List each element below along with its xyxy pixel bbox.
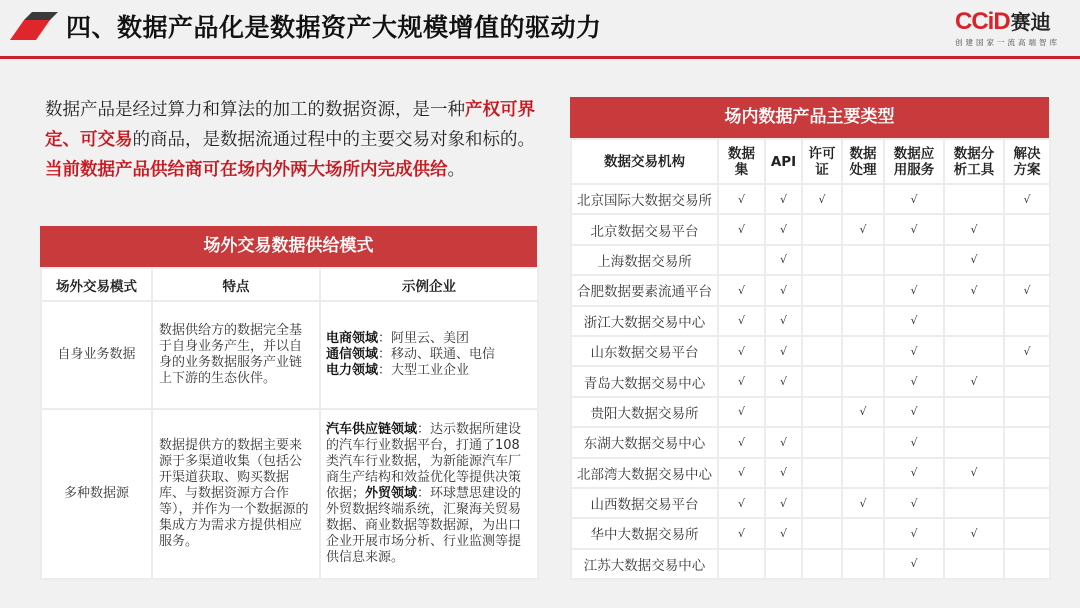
otc-table-header-row — [41, 268, 538, 301]
empty-cell — [944, 336, 1004, 366]
empty-cell — [842, 518, 884, 548]
table-row — [41, 409, 538, 579]
empty-cell — [944, 427, 1004, 457]
empty-cell — [842, 458, 884, 488]
empty-cell — [802, 427, 842, 457]
table-row — [571, 275, 1050, 305]
feature-cell: 数据提供方的数据主要来源于多渠道收集（包括公开渠道获取、购买数据库、与数据资源方合作等），并作为一个数据源的集成方为需求方提供相应服务。 — [152, 409, 320, 579]
empty-cell — [1004, 245, 1050, 275]
org-cell: 贵阳大数据交易所 — [571, 397, 718, 427]
check-mark-icon: √ — [718, 184, 765, 214]
check-mark-icon: √ — [884, 518, 944, 548]
check-mark-icon: √ — [718, 336, 765, 366]
empty-cell — [842, 549, 884, 579]
table-row — [571, 397, 1050, 427]
check-mark-icon: √ — [884, 397, 944, 427]
otc-supply-mode-table — [40, 226, 537, 580]
page-title: 四、数据产品化是数据资产大规模增值的驱动力 — [66, 13, 602, 42]
org-cell: 北京数据交易平台 — [571, 214, 718, 244]
check-mark-icon: √ — [765, 366, 802, 396]
check-mark-icon: √ — [718, 306, 765, 336]
logo-brand-cn: 赛迪 — [1010, 10, 1051, 34]
org-cell: 东湖大数据交易中心 — [571, 427, 718, 457]
check-mark-icon: √ — [842, 397, 884, 427]
header-line: 数据交易机构 — [604, 153, 685, 170]
check-mark-icon: √ — [944, 458, 1004, 488]
col-header-dataset — [718, 139, 765, 184]
org-cell: 北京国际大数据交易所 — [571, 184, 718, 214]
check-mark-icon: √ — [944, 245, 1004, 275]
exchange-table-header-row — [571, 139, 1050, 184]
check-mark-icon: √ — [718, 488, 765, 518]
header-line: 方案 — [1013, 161, 1041, 178]
check-mark-icon: √ — [944, 275, 1004, 305]
empty-cell — [1004, 397, 1050, 427]
empty-cell — [1004, 306, 1050, 336]
examples-cell: 汽车供应链领域：达示数据所建设的汽车行业数据平台，打通了108类汽车行业数据，为新能源汽车厂商生产结构和效益优化等提供决策依据；外贸领域：环球慧思建设的外贸数据终端系统，汇聚海关贸易数据、商业数据等数据源，为出口企业开展市场分析、行业监测等提供信息来源。 — [320, 409, 538, 579]
check-mark-icon: √ — [718, 427, 765, 457]
org-cell: 山西数据交易平台 — [571, 488, 718, 518]
empty-cell — [842, 336, 884, 366]
exchange-table-title: 场内数据产品主要类型 — [570, 97, 1049, 138]
empty-cell — [802, 488, 842, 518]
empty-cell — [1004, 458, 1050, 488]
empty-cell — [802, 397, 842, 427]
check-mark-icon: √ — [718, 397, 765, 427]
empty-cell — [802, 336, 842, 366]
empty-cell — [1004, 549, 1050, 579]
otc-table-title: 场外交易数据供给模式 — [40, 226, 537, 267]
check-mark-icon: √ — [884, 488, 944, 518]
check-mark-icon: √ — [765, 275, 802, 305]
empty-cell — [802, 366, 842, 396]
org-cell: 北部湾大数据交易中心 — [571, 458, 718, 488]
col-header-feature: 特点 — [152, 268, 320, 301]
empty-cell — [884, 245, 944, 275]
logo-brand: CCiD — [955, 8, 1010, 35]
table-row — [571, 306, 1050, 336]
org-cell: 华中大数据交易所 — [571, 518, 718, 548]
check-mark-icon: √ — [884, 214, 944, 244]
check-mark-icon: √ — [765, 518, 802, 548]
check-mark-icon: √ — [842, 214, 884, 244]
check-mark-icon: √ — [944, 518, 1004, 548]
empty-cell — [765, 397, 802, 427]
col-header-api — [765, 139, 802, 184]
table-row — [571, 488, 1050, 518]
org-cell: 上海数据交易所 — [571, 245, 718, 275]
check-mark-icon: √ — [765, 245, 802, 275]
empty-cell — [842, 184, 884, 214]
check-mark-icon: √ — [944, 214, 1004, 244]
header-line: 析工具 — [953, 161, 995, 178]
col-header-org — [571, 139, 718, 184]
example-line: 通信领域：移动、联通、电信 — [326, 347, 496, 362]
col-header-examples: 示例企业 — [320, 268, 538, 301]
empty-cell — [802, 518, 842, 548]
header-line: 证 — [815, 161, 829, 178]
empty-cell — [1004, 427, 1050, 457]
header-line: 数据 — [728, 145, 755, 162]
empty-cell — [842, 245, 884, 275]
check-mark-icon: √ — [718, 366, 765, 396]
ccid-logo — [955, 10, 1075, 50]
empty-cell — [802, 306, 842, 336]
check-mark-icon: √ — [718, 458, 765, 488]
example-line: 电力领域：大型工业企业 — [326, 363, 470, 378]
check-mark-icon: √ — [718, 518, 765, 548]
header-line: 数据应 — [893, 145, 935, 162]
empty-cell — [842, 306, 884, 336]
table-row — [41, 301, 538, 409]
check-mark-icon: √ — [765, 214, 802, 244]
intro-text-3: 。 — [447, 160, 465, 180]
check-mark-icon: √ — [718, 275, 765, 305]
check-mark-icon: √ — [765, 336, 802, 366]
check-mark-icon: √ — [884, 458, 944, 488]
title-slash-icon — [10, 12, 58, 40]
table-row — [571, 336, 1050, 366]
header-line: 许可 — [808, 145, 836, 162]
check-mark-icon: √ — [884, 275, 944, 305]
intro-text-2: 的商品，是数据流通过程中的主要交易对象和标的。 — [132, 130, 535, 150]
table-row — [571, 245, 1050, 275]
otc-table-grid — [40, 267, 539, 580]
header-line: API — [770, 153, 797, 170]
col-header-app-service — [884, 139, 944, 184]
col-header-processing — [842, 139, 884, 184]
exchange-table-grid — [570, 138, 1051, 580]
org-cell: 青岛大数据交易中心 — [571, 366, 718, 396]
empty-cell — [1004, 214, 1050, 244]
empty-cell — [718, 245, 765, 275]
check-mark-icon: √ — [765, 458, 802, 488]
check-mark-icon: √ — [718, 214, 765, 244]
check-mark-icon: √ — [765, 184, 802, 214]
check-mark-icon: √ — [884, 184, 944, 214]
table-row — [571, 184, 1050, 214]
exchange-product-types-table — [570, 97, 1049, 580]
mode-cell: 自身业务数据 — [41, 301, 152, 409]
table-row — [571, 366, 1050, 396]
examples-cell — [320, 301, 538, 409]
check-mark-icon: √ — [1004, 275, 1050, 305]
logo-tagline: 创建国家一流高端智库 — [955, 38, 1060, 47]
empty-cell — [802, 245, 842, 275]
org-cell: 江苏大数据交易中心 — [571, 549, 718, 579]
check-mark-icon: √ — [765, 427, 802, 457]
header-line: 处理 — [849, 161, 877, 178]
intro-highlight-2: 当前数据产品供给商可在场内外两大场所内完成供给 — [45, 160, 448, 180]
check-mark-icon: √ — [802, 184, 842, 214]
mode-cell: 多种数据源 — [41, 409, 152, 579]
table-row — [571, 518, 1050, 548]
intro-text-1: 数据产品是经过算力和算法的加工的数据资源，是一种 — [45, 100, 465, 120]
check-mark-icon: √ — [944, 366, 1004, 396]
org-cell: 浙江大数据交易中心 — [571, 306, 718, 336]
empty-cell — [944, 184, 1004, 214]
header-line: 用服务 — [893, 161, 935, 178]
col-header-mode: 场外交易模式 — [41, 268, 152, 301]
check-mark-icon: √ — [884, 306, 944, 336]
check-mark-icon: √ — [765, 488, 802, 518]
col-header-analysis-tool — [944, 139, 1004, 184]
empty-cell — [944, 397, 1004, 427]
empty-cell — [802, 549, 842, 579]
check-mark-icon: √ — [765, 306, 802, 336]
header-line: 集 — [734, 161, 749, 178]
feature-cell: 数据供给方的数据完全基于自身业务产生，并以自身的业务数据服务产业链上下游的生态伙伴。 — [152, 301, 320, 409]
empty-cell — [802, 214, 842, 244]
empty-cell — [842, 366, 884, 396]
check-mark-icon: √ — [884, 366, 944, 396]
header-line: 数据分 — [953, 145, 995, 162]
empty-cell — [765, 549, 802, 579]
table-row — [571, 214, 1050, 244]
empty-cell — [802, 458, 842, 488]
check-mark-icon: √ — [1004, 336, 1050, 366]
check-mark-icon: √ — [884, 549, 944, 579]
table-row — [571, 458, 1050, 488]
title-divider — [0, 56, 1080, 59]
example-line: 电商领域：阿里云、美团 — [326, 331, 470, 346]
empty-cell — [1004, 366, 1050, 396]
check-mark-icon: √ — [884, 336, 944, 366]
org-cell: 合肥数据要素流通平台 — [571, 275, 718, 305]
check-mark-icon: √ — [842, 488, 884, 518]
header-line: 数据 — [849, 145, 877, 162]
check-mark-icon: √ — [884, 427, 944, 457]
empty-cell — [944, 306, 1004, 336]
header-line: 解决 — [1013, 145, 1041, 162]
empty-cell — [842, 427, 884, 457]
table-row — [571, 427, 1050, 457]
intro-highlight-1: 产权可界定、可交易 — [45, 100, 535, 150]
intro-paragraph — [45, 95, 545, 185]
empty-cell — [1004, 518, 1050, 548]
org-cell: 山东数据交易平台 — [571, 336, 718, 366]
empty-cell — [802, 275, 842, 305]
empty-cell — [718, 549, 765, 579]
empty-cell — [944, 549, 1004, 579]
empty-cell — [842, 275, 884, 305]
empty-cell — [944, 488, 1004, 518]
col-header-license — [802, 139, 842, 184]
table-row — [571, 549, 1050, 579]
check-mark-icon: √ — [1004, 184, 1050, 214]
col-header-solution — [1004, 139, 1050, 184]
empty-cell — [1004, 488, 1050, 518]
